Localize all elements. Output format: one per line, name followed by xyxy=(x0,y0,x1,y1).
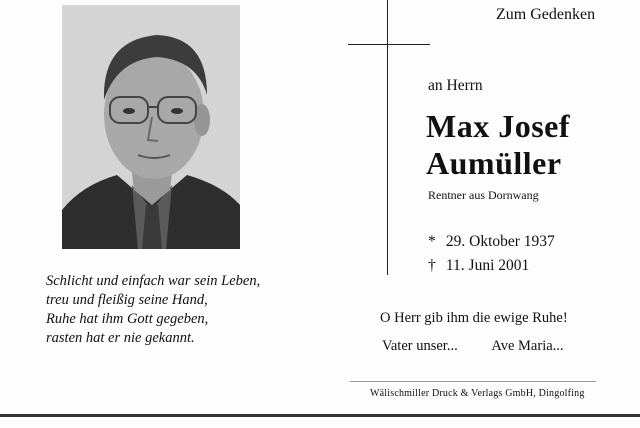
intro-text: an Herrn xyxy=(428,77,483,94)
death-date: 11. Juni 2001 xyxy=(445,257,530,274)
cross-horizontal-bar xyxy=(348,44,430,45)
poem-line: Ruhe hat ihm Gott gegeben, xyxy=(46,311,209,327)
poem-line: treu und fleißig seine Hand, xyxy=(46,292,208,308)
prayer-line: O Herr gib ihm die ewige Ruhe! xyxy=(380,310,568,326)
memorial-poem xyxy=(46,272,346,348)
surname: Aumüller xyxy=(426,145,562,181)
portrait-photo xyxy=(62,5,240,249)
death-date-row xyxy=(428,257,529,275)
card-bottom-edge xyxy=(0,414,640,417)
birth-date-row xyxy=(428,233,555,251)
birth-date: 29. Oktober 1937 xyxy=(445,233,555,250)
card-heading: Zum Gedenken xyxy=(496,6,596,23)
first-names: Max Josef xyxy=(426,108,571,144)
poem-line: rasten hat er nie gekannt. xyxy=(46,330,195,346)
occupation: Rentner aus Dornwang xyxy=(428,188,539,202)
short-prayers xyxy=(382,338,564,355)
prayer-ave-maria: Ave Maria... xyxy=(491,338,564,354)
footer-divider xyxy=(350,381,596,382)
deceased-name xyxy=(426,108,570,182)
prayer-vater-unser: Vater unser... xyxy=(382,338,458,354)
cross-symbol: † xyxy=(428,257,436,274)
poem-line: Schlicht und einfach war sein Leben, xyxy=(46,273,261,289)
cross-vertical-bar xyxy=(387,0,388,275)
printer-imprint: Wälischmiller Druck & Verlags GmbH, Dingolfing xyxy=(370,388,585,399)
birth-symbol: * xyxy=(428,233,436,250)
